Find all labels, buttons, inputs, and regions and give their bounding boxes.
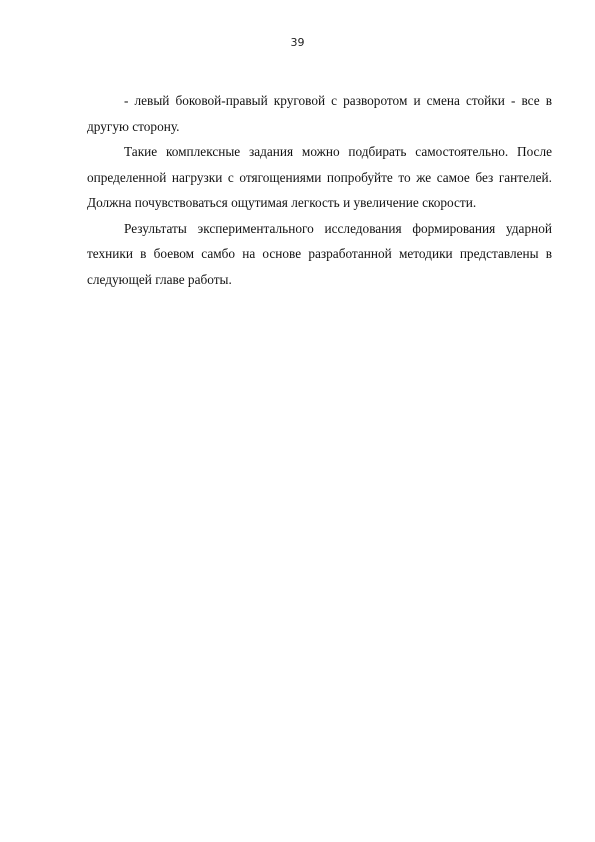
document-body [87, 88, 552, 292]
page-number: 39 [290, 36, 305, 49]
paragraph-exercise-description: - левый боковой-правый круговой с разворотом и смена стойки - все в другую сторону. [87, 93, 552, 134]
paragraph-complex-tasks: Такие комплексные задания можно подбирать самостоятельно. После определенной нагрузки с отягощениями попробуйте то же самое без гантелей. Должна почувствоваться ощутимая легкость и увеличение скорости. [87, 144, 552, 210]
paragraph-results: Результаты экспериментального исследования формирования ударной техники в боевом самбо на основе разработанной методики представлены в следующей главе работы. [87, 220, 552, 287]
